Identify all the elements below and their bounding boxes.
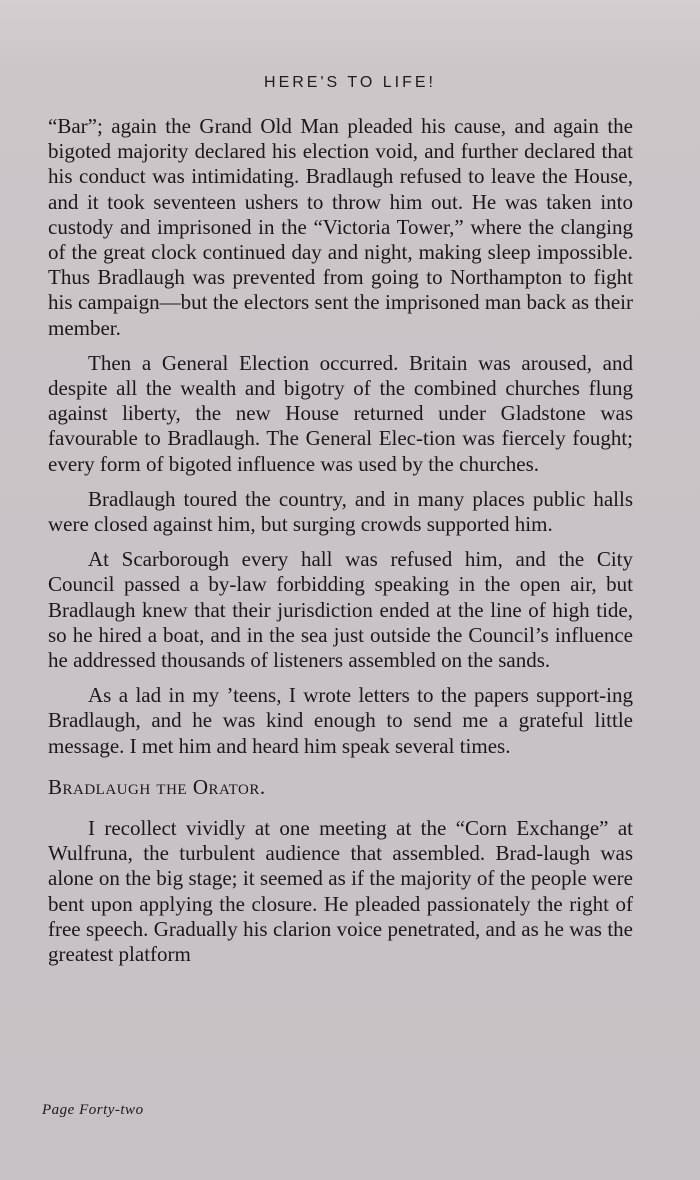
paragraph: As a lad in my ’teens, I wrote letters to the papers support-ing Bradlaugh, and he was kind enough to send me a grateful little message. I met him and heard him speak several times.: [48, 683, 633, 758]
paragraph: Bradlaugh toured the country, and in many places public halls were closed against him, but surging crowds supported him.: [48, 486, 633, 537]
body-text: [48, 114, 633, 977]
page-number: Page Forty-two: [42, 1102, 144, 1118]
paragraph-continued: “Bar”; again the Grand Old Man pleaded his cause, and again the bigoted majority declared his election void, and further declared that his conduct was intimidating. Bradlaugh refused to leave the House, and it took seventeen ushers to throw him out. He was taken into custody and imprisoned in the “Victoria Tower,” where the clanging of the great clock continued day and night, making sleep impossible. Thus Bradlaugh was prevented from going to Northampton to fight his campaign—but the electors sent the imprisoned man back as their member.: [48, 114, 633, 340]
running-head: HERE'S TO LIFE!: [264, 74, 436, 91]
paragraph: Then a General Election occurred. Britain was aroused, and despite all the wealth and bigotry of the combined churches flung against liberty, the new House returned under Gladstone was favourable to Bradlaugh. The General Elec-tion was fiercely fought; every form of bigoted influence was used by the churches.: [48, 350, 633, 476]
paragraph: I recollect vividly at one meeting at the “Corn Exchange” at Wulfruna, the turbulent audience that assembled. Brad-laugh was alone on the big stage; it seemed as if the majority of the people were bent upon applying the closure. He pleaded passionately the right of free speech. Gradually his clarion voice penetrated, and as he was the greatest platform: [48, 816, 633, 967]
section-heading: Bradlaugh the Orator.: [48, 774, 266, 799]
paragraph: At Scarborough every hall was refused him, and the City Council passed a by-law forbidding speaking in the open air, but Bradlaugh knew that their jurisdiction ended at the line of high tide, so he hired a boat, and in the sea just outside the Council’s influence he addressed thousands of listeners assembled on the sands.: [48, 547, 633, 673]
